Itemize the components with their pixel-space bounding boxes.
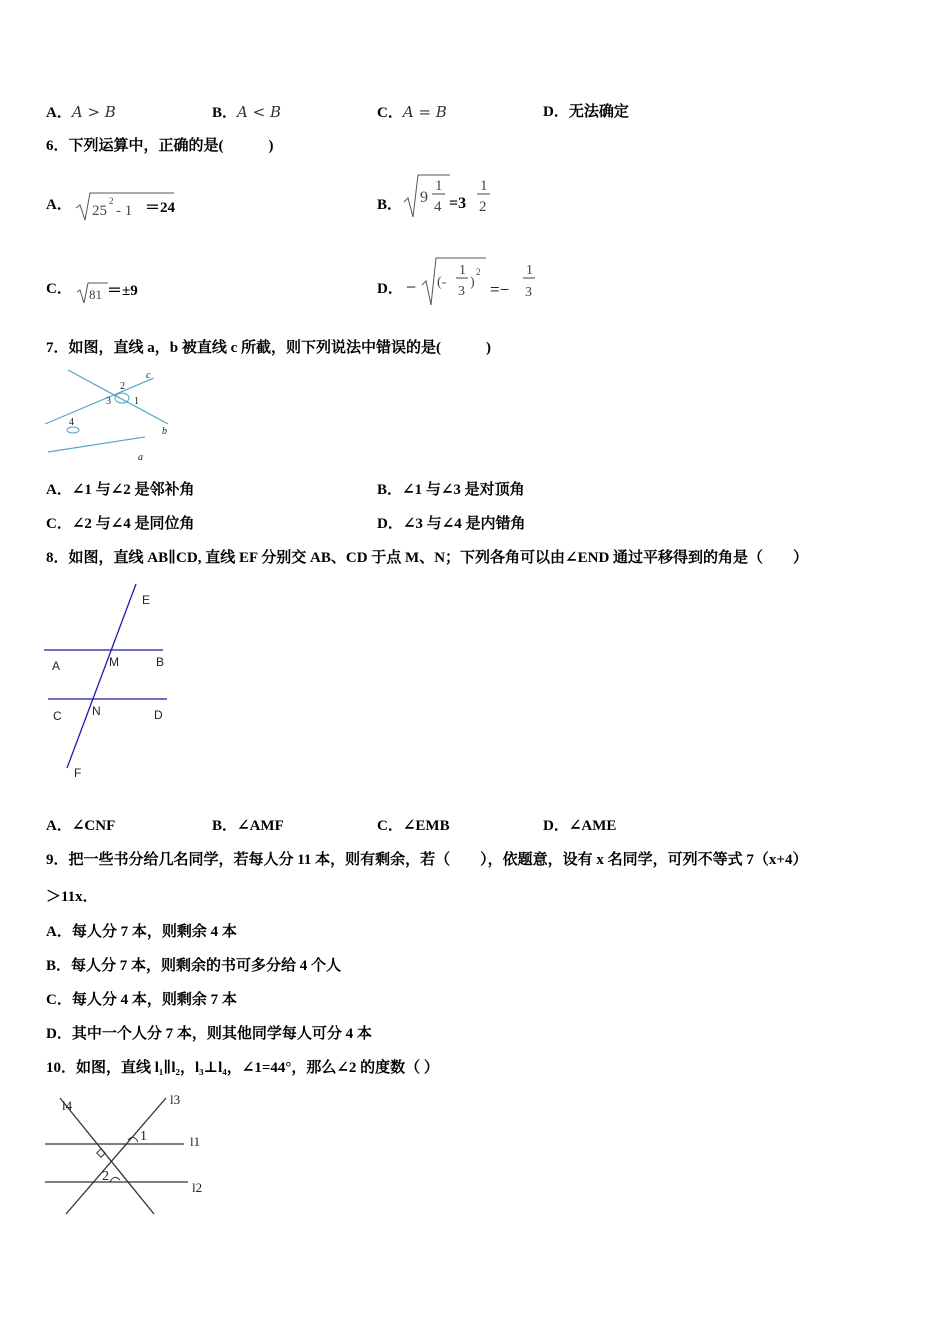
q6-d-den: 3 — [458, 284, 465, 299]
q7-label-2: 2 — [120, 381, 125, 392]
q6-option-b[interactable]: B． — [377, 197, 403, 213]
q10-angle-arc-2 — [110, 1177, 120, 1182]
q5-option-d[interactable]: D．无法确定 — [543, 104, 629, 120]
q8-option-b[interactable]: B．∠AMF — [212, 818, 284, 834]
q6-b-whole: 9 — [420, 189, 428, 206]
q6-a-exp: 2 — [109, 196, 114, 206]
q6-option-d-math — [404, 255, 544, 311]
q7-label-b: b — [162, 426, 167, 437]
q5-option-a-expr: A > B — [71, 103, 116, 121]
q8-label-d: D — [154, 708, 163, 722]
q10-label-l3: l3 — [170, 1092, 181, 1107]
q6-d-exp: 2 — [476, 267, 481, 277]
q6-b-eq: =3 — [449, 195, 467, 212]
q5-option-d-text: 无法确定 — [568, 104, 629, 120]
q7-option-a[interactable]: A．∠1 与∠2 是邻补角 — [46, 482, 195, 498]
q6-c-result: ＝±9 — [107, 283, 138, 299]
q5-option-a[interactable]: A．A > B — [46, 103, 116, 121]
q8-label-f: F — [74, 766, 82, 780]
q10-label-l1: l1 — [190, 1134, 201, 1149]
q6-d-neg: − — [406, 277, 417, 297]
q6-a-base: 25 — [92, 203, 107, 219]
q7-label-4: 4 — [69, 417, 74, 428]
q6-d-num: 1 — [459, 263, 466, 278]
q6-a-result: ＝24 — [145, 200, 176, 216]
q8-option-a[interactable]: A．∠CNF — [46, 818, 116, 834]
q7-label-3: 3 — [106, 396, 111, 407]
q6-option-d[interactable]: D． — [377, 281, 403, 297]
q10-line-l4 — [60, 1098, 154, 1214]
q6-c-rad: 81 — [89, 287, 102, 302]
q6-b-den: 4 — [434, 199, 442, 215]
q8-label-e: E — [142, 593, 151, 607]
q7-label-1: 1 — [134, 396, 139, 407]
q7-option-d[interactable]: D．∠3 与∠4 是内错角 — [377, 516, 526, 532]
q9-option-d[interactable]: D．其中一个人分 7 本，则其他同学每人可分 4 本 — [46, 1026, 372, 1042]
q5-option-c[interactable]: C．A = B — [377, 103, 447, 121]
q6-b-rnum: 1 — [480, 178, 488, 194]
q6-option-a[interactable]: A． — [46, 197, 72, 213]
q9-option-c[interactable]: C．每人分 4 本，则剩余 7 本 — [46, 992, 237, 1008]
q10-label-2: 2 — [102, 1169, 109, 1184]
q8-label-b: B — [156, 655, 165, 669]
q7-stem: 7．如图，直线 a，b 被直线 c 所截，则下列说法中错误的是( ) — [46, 340, 491, 356]
q8-line-ef — [67, 584, 136, 768]
q8-label-n: N — [92, 704, 101, 718]
q6-option-a-math — [74, 190, 194, 224]
q9-option-b[interactable]: B．每人分 7 本，则剩余的书可多分给 4 个人 — [46, 958, 342, 974]
q7-angle-arc-1 — [115, 393, 129, 403]
q7-option-c[interactable]: C．∠2 与∠4 是同位角 — [46, 516, 195, 532]
q8-option-d[interactable]: D．∠AME — [543, 818, 617, 834]
q6-d-close: ) — [470, 275, 475, 290]
q9-stem-line1: 9．把一些书分给几名同学，若每人分 11 本，则有剩余，若（ ），依题意，设有 x 名同学，可列不等式 7（x+4） — [46, 852, 808, 868]
q7-line-a — [48, 435, 145, 454]
q10-label-l4: l4 — [62, 1098, 73, 1113]
q7-label-c: c — [146, 370, 151, 381]
q9-option-a[interactable]: A．每人分 7 本，则剩余 4 本 — [46, 924, 237, 940]
q8-figure — [40, 580, 180, 785]
q6-option-b-math — [402, 172, 502, 222]
q10-stem: 10．如图，直线 l₁∥l₂，l₃⊥l₄，∠1=44°，那么∠2 的度数（ ） — [46, 1060, 439, 1076]
q7-option-b[interactable]: B．∠1 与∠3 是对顶角 — [377, 482, 525, 498]
q8-option-c[interactable]: C．∠EMB — [377, 818, 450, 834]
q6-stem: 6．下列运算中，正确的是( ) — [46, 138, 274, 154]
q5-option-b-expr: A < B — [237, 103, 281, 121]
q5-option-b[interactable]: B．A < B — [212, 103, 281, 121]
q7-label-a: a — [138, 452, 143, 463]
q6-option-c[interactable]: C． — [46, 281, 72, 297]
q5-option-c-expr: A = B — [402, 103, 447, 121]
q6-b-num: 1 — [435, 178, 443, 194]
q6-b-rden: 2 — [479, 199, 487, 215]
q6-d-open: (- — [437, 275, 447, 290]
q9-stem-line2: ＞11x． — [46, 889, 98, 905]
q8-label-c: C — [53, 709, 62, 723]
q6-a-tail: - 1 — [116, 203, 133, 219]
q6-d-eq: =− — [490, 280, 510, 299]
q8-label-m: M — [109, 655, 119, 669]
q10-line-l3 — [66, 1098, 166, 1214]
q10-label-1: 1 — [140, 1129, 147, 1144]
q6-d-rden: 3 — [525, 285, 532, 300]
q8-label-a: A — [52, 659, 61, 673]
q10-figure — [40, 1090, 220, 1220]
q8-stem: 8．如图，直线 AB∥CD, 直线 EF 分别交 AB、CD 于点 M、N；下列各角可以由∠END 通过平移得到的角是（ ） — [46, 550, 809, 566]
q7-figure — [40, 366, 180, 466]
q6-d-rnum: 1 — [526, 263, 533, 278]
q10-label-l2: l2 — [192, 1180, 203, 1195]
